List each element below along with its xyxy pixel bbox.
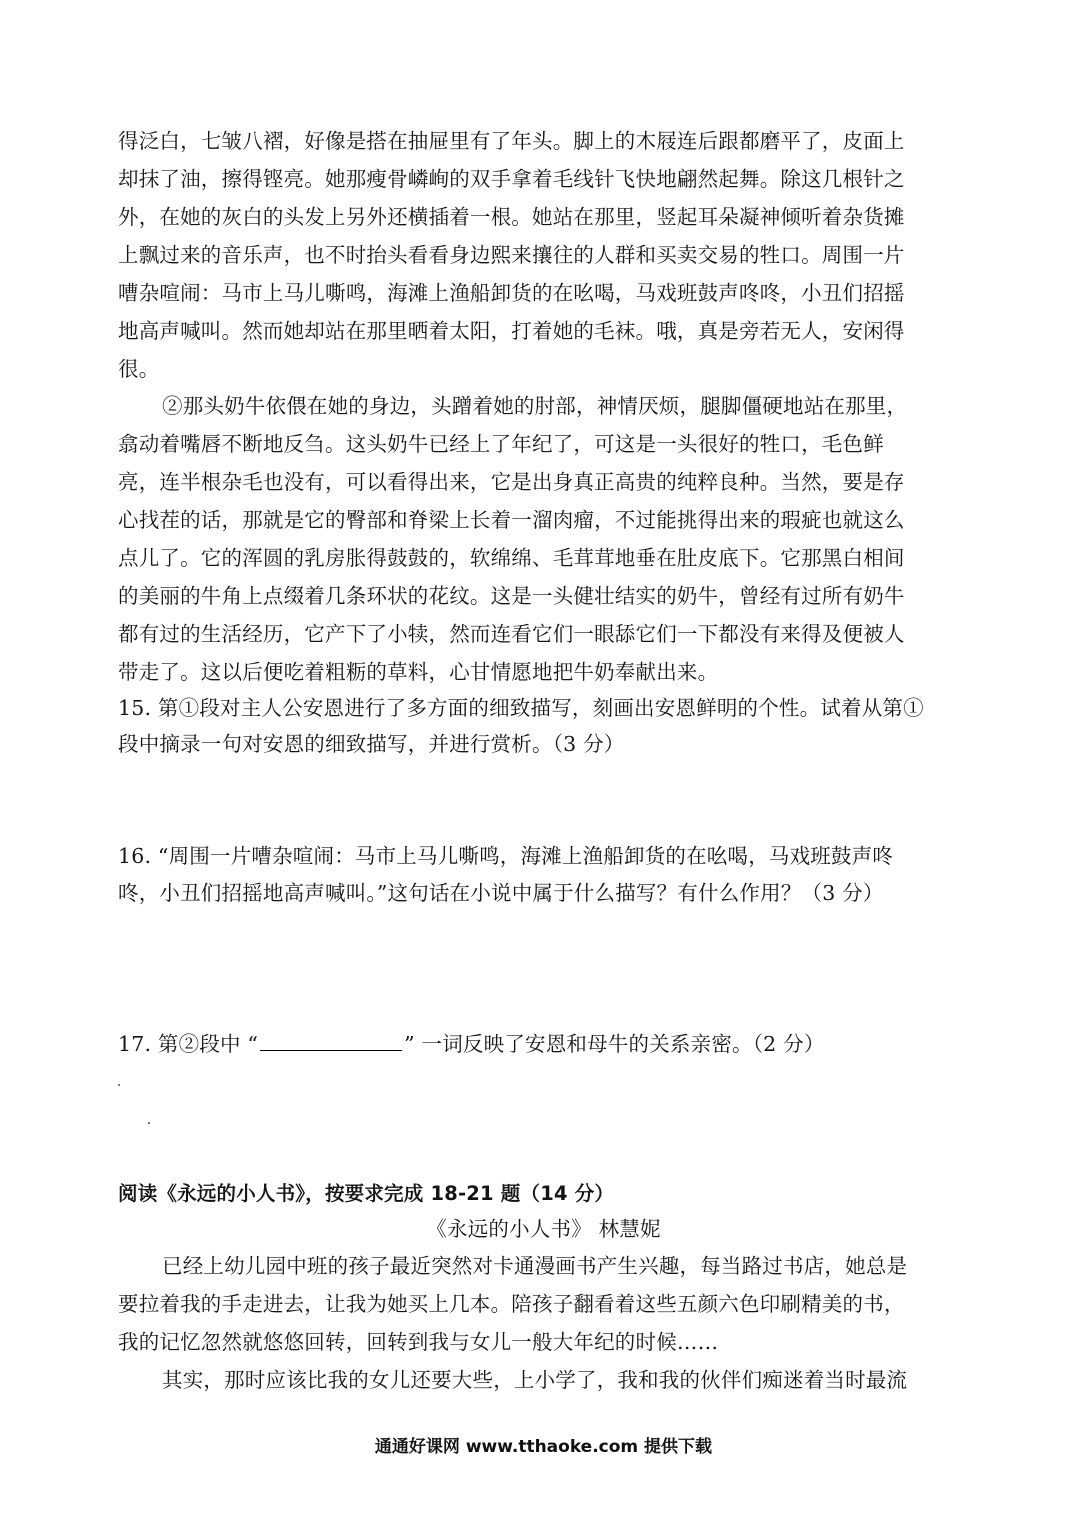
page-footer: 通通好课网 www.tthaoke.com 提供下载 [374,1437,713,1457]
article-title: 《永远的小人书》 林慧妮 [426,1217,661,1241]
question-17 [118,1028,970,1058]
text-line: ②那头奶牛依偎在她的身边，头蹭着她的肘部，神情厌烦，腿脚僵硬地站在那里， [162,394,908,418]
question-15: 15. 第①段对主人公安恩进行了多方面的细致描写，刻画出安恩鲜明的个性。试着从第① [118,696,924,720]
text-line: 带走了。这以后便吃着粗粝的草料，心甘情愿地把牛奶奉献出来。 [118,660,719,684]
question-16-cont: 咚，小丑们招摇地高声喊叫。”这句话在小说中属于什么描写？有什么作用？（3 分） [118,881,884,905]
question-16: 16. “周围一片嘈杂喧闹：马市上马儿嘶鸣，海滩上渔船卸货的在吆喝，马戏班鼓声咚 [118,844,894,868]
text-line: 嘈杂喧闹：马市上马儿嘶鸣，海滩上渔船卸货的在吆喝，马戏班鼓声咚咚，小丑们招摇 [118,281,905,305]
text-line: 都有过的生活经历，它产下了小犊，然而连看它们一眼舔它们一下都没有来得及便被人 [118,622,905,646]
text-line: 要拉着我的手走进去，让我为她买上几本。陪孩子翻看着这些五颜六色印刷精美的书， [118,1292,905,1316]
text-line: 得泛白，七皱八褶，好像是搭在抽屉里有了年头。脚上的木屐连后跟都磨平了，皮面上 [118,129,905,153]
scan-speck [148,1122,150,1124]
text-line: 其实，那时应该比我的女儿还要大些，上小学了，我和我的伙伴们痴迷着当时最流 [162,1368,908,1392]
text-line: 我的记忆忽然就悠悠回转，回转到我与女儿一般大年纪的时候…… [118,1330,719,1354]
text-line: 点儿了。它的浑圆的乳房胀得鼓鼓的，软绵绵、毛茸茸地垂在肚皮底下。它那黑白相间 [118,546,905,570]
text-line: 上飘过来的音乐声，也不时抬头看看身边熙来攘往的人群和买卖交易的牲口。周围一片 [118,243,905,267]
section-heading: 阅读《永远的小人书》，按要求完成 18-21 题（14 分） [118,1182,615,1205]
text-line: 却抹了油，擦得铿亮。她那瘦骨嶙峋的双手拿着毛线针飞快地翩然起舞。除这几根针之 [118,167,905,191]
answer-blank[interactable] [260,1028,402,1051]
question-15-cont: 段中摘录一句对安恩的细致描写，并进行赏析。（3 分） [118,732,625,756]
question-17-prefix: 17. 第②段中 “ [118,1032,259,1056]
text-line: 很。 [118,357,160,381]
text-line: 心找茬的话，那就是它的臀部和脊梁上长着一溜肉瘤，不过能挑得出来的瑕疵也就这么 [118,508,905,532]
question-17-suffix: ” 一词反映了安恩和母牛的关系亲密。（2 分） [404,1032,825,1056]
text-line: 亮，连半根杂毛也没有，可以看得出来，它是出身真正高贵的纯粹良种。当然，要是存 [118,470,905,494]
text-line: 的美丽的牛角上点缀着几条环状的花纹。这是一头健壮结实的奶牛，曾经有过所有奶牛 [118,584,905,608]
text-line: 翕动着嘴唇不断地反刍。这头奶牛已经上了年纪了，可这是一头很好的牲口，毛色鲜 [118,432,884,456]
text-line: 地高声喊叫。然而她却站在那里晒着太阳，打着她的毛袜。哦，真是旁若无人，安闲得 [118,319,905,343]
scan-speck [118,1084,120,1086]
text-line: 外，在她的灰白的头发上另外还横插着一根。她站在那里，竖起耳朵凝神倾听着杂货摊 [118,205,905,229]
text-line: 已经上幼儿园中班的孩子最近突然对卡通漫画书产生兴趣，每当路过书店，她总是 [162,1254,908,1278]
